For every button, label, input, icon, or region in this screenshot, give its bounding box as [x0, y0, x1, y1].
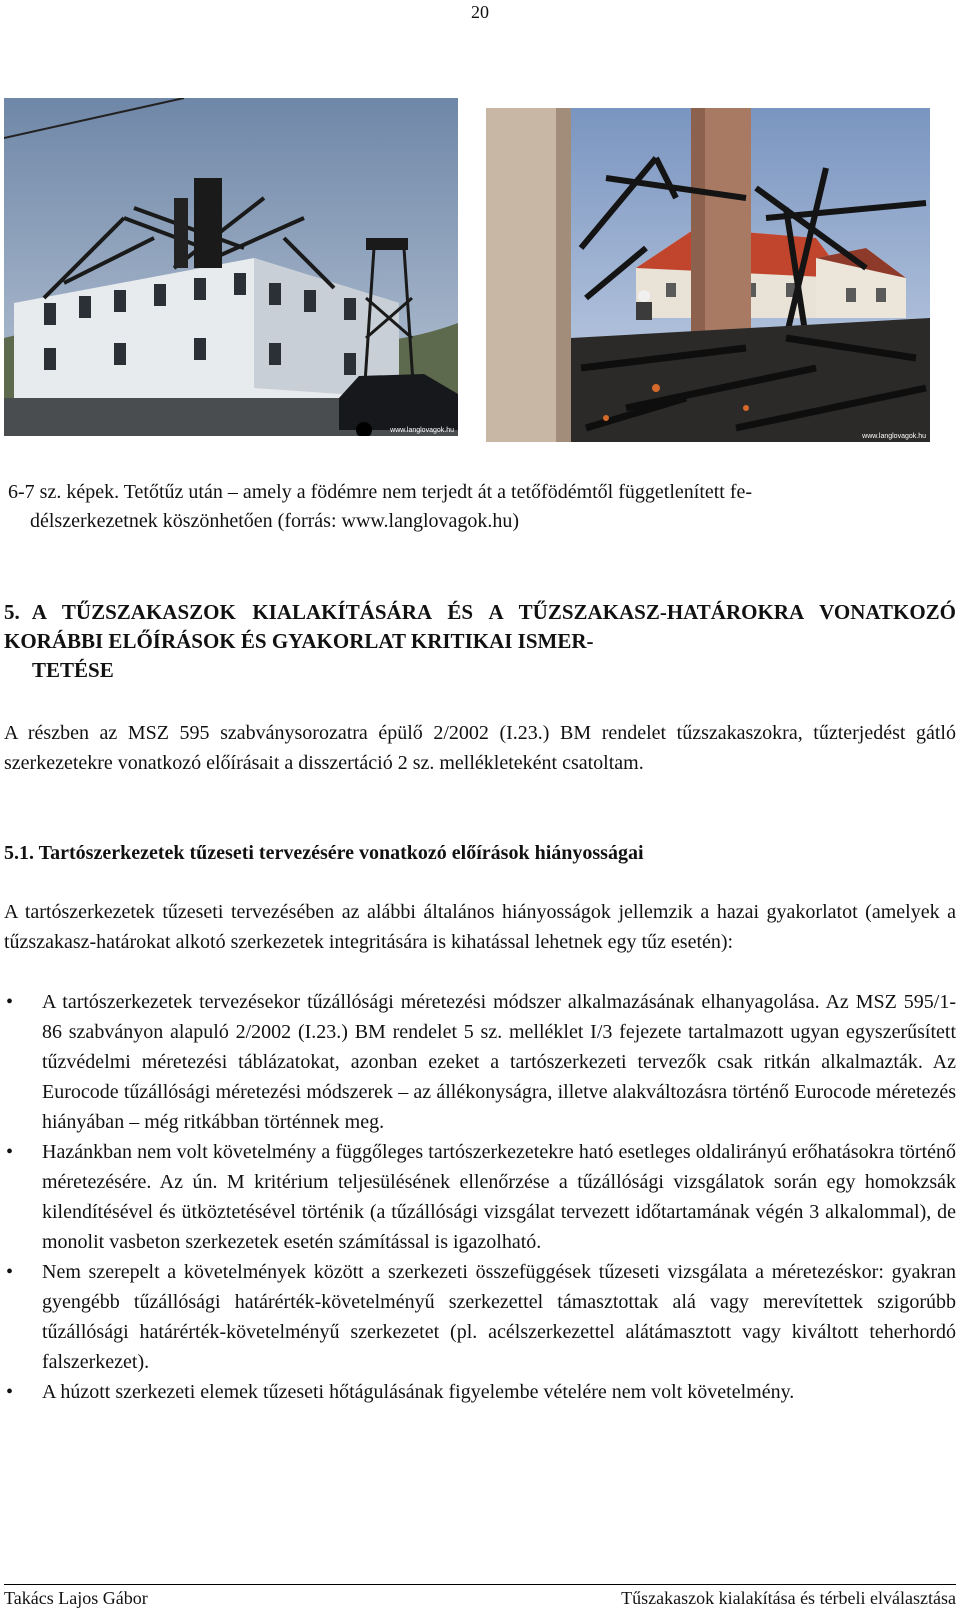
bullet-icon: • [6, 1141, 14, 1163]
bullet-icon: • [6, 991, 14, 1013]
photo-caption [8, 478, 954, 536]
subsection-paragraph: A tartószerkezetek tűzeseti tervezésében az alábbi általános hiányosságok jellemzik a hazai gyakorlatot (amelyek a tűzszakasz-határokat alkotó szerkezetek integritására is kihatással lehetnek egy tűz esetén): [4, 901, 956, 953]
list-item [4, 1377, 956, 1407]
section-intro-paragraph: A részben az MSZ 595 szabványsorozatra épülő 2/2002 (I.23.) BM rendelet tűzszakaszokra, tűzterjedést gátló szerkezetekre vonatkozó előírásait a disszertáció 2 sz. mellékleteként csatoltam. [4, 722, 956, 774]
list-item-text: Nem szerepelt a követelmények között a szerkezeti összefüggések tűzeseti vizsgálata a méretezéskor: gyakran gyengébb tűzállósági határérték-követelményű szerkezettel támasztottak alá vagy merevítettek szigorúbb tűzállósági határérték-követelményű szerkezetet (pl. acélszerkezettel alátámasztott vagy kiváltott teherhordó falszerkezet). [42, 1261, 956, 1373]
bullet-icon: • [6, 1381, 14, 1403]
deficiency-list [4, 987, 956, 1407]
footer-author: Takács Lajos Gábor [4, 1588, 148, 1608]
caption-line-1: 6-7 sz. képek. Tetőtűz után – amely a födémre nem terjedt át a tetőfödémtől függetlenített fe- [8, 481, 753, 503]
caption-line-2: délszerkezetnek köszönhetően (forrás: www.langlovagok.hu) [30, 510, 520, 532]
bullet-icon: • [6, 1261, 14, 1283]
photo-watermark: www.langlovagok.hu [390, 427, 454, 434]
section-title-tail: TETÉSE [32, 658, 114, 682]
list-item [4, 1137, 956, 1257]
photo-watermark: www.langlovagok.hu [862, 433, 926, 440]
section-number: 5. [4, 600, 20, 624]
page-number: 20 [471, 2, 489, 22]
section-title: A TŰZSZAKASZOK KIALAKÍTÁSÁRA ÉS A TŰZSZAKASZ-HATÁROKRA VONATKOZÓ KORÁBBI ELŐÍRÁSOK ÉS GYAKORLAT KRITIKAI ISMER- [4, 600, 956, 653]
list-item [4, 987, 956, 1137]
subsection-heading: 5.1. Tartószerkezetek tűzeseti tervezésére vonatkozó előírások hiányosságai [4, 842, 644, 864]
burned-roof-photo-right [486, 108, 930, 442]
section-heading [4, 598, 956, 685]
footer-divider [4, 1584, 956, 1585]
list-item-text: A tartószerkezetek tervezésekor tűzállósági méretezési módszer alkalmazásának elhanyagolása. Az MSZ 595/1-86 szabványon alapuló 2/2002 (I.23.) BM rendelet 5 sz. melléklet I/3 fejezete tartalmazott ugyan egyszerűsített tűzvédelmi méretezési táblázatokat, azonban ezeket a tartószerkezeti tervezők csak ritkán alkalmazták. Az Eurocode tűzállósági méretezési módszerek – az állékonyságra, illetve alakváltozásra történő Eurocode méretezés hiányában – még ritkábban történnek meg. [42, 991, 956, 1133]
footer-title: Tűszakaszok kialakítása és térbeli elválasztása [621, 1588, 956, 1608]
burned-building-photo-left [4, 98, 458, 436]
list-item [4, 1257, 956, 1377]
list-item-text: Hazánkban nem volt követelmény a függőleges tartószerkezetekre ható esetleges oldalirányú erőhatásokra történő méretezésére. Az ún. M kritérium teljesülésének ellenőrzése a tűzállósági vizsgálatok során egy homokzsák kilendítésével és ütköztetésével történik (a tűzállósági vizsgálat tervezett időtartamának végén 3 alkalommal), de monolit vasbeton szerkezetek esetén számítással is igazolható. [42, 1141, 956, 1253]
list-item-text: A húzott szerkezeti elemek tűzeseti hőtágulásának figyelembe vételére nem volt követelmény. [42, 1381, 795, 1403]
